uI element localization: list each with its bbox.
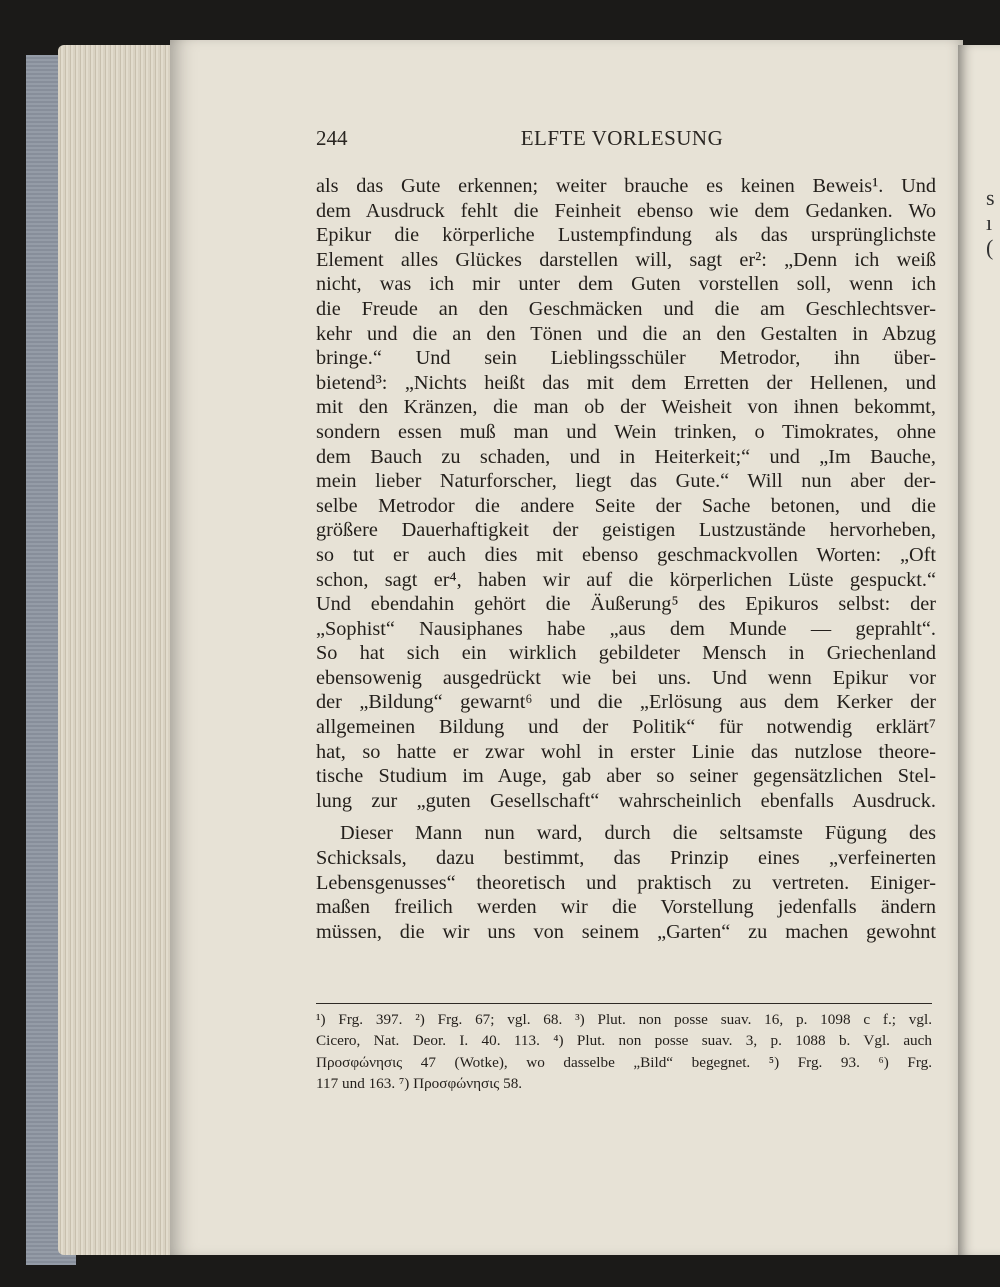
footnotes <box>316 1009 932 1095</box>
text-line: Schicksals, dazu bestimmt, das Prinzip eines „verfeinerten <box>316 847 936 870</box>
text-line: die Freude an den Geschmäcken und die am Geschlechtsver- <box>316 297 936 320</box>
text-line: ebensowenig ausgedrückt wie bei uns. Und wenn Epikur vor <box>316 666 936 689</box>
text-line: größere Dauerhaftigkeit der geistigen Lustzustände hervorheben, <box>316 519 936 542</box>
text-line: allgemeinen Bildung und der Politik“ für notwendig erklärt⁷ <box>316 716 936 739</box>
body-text <box>316 174 936 944</box>
footnote-line: Προσφώνησις 47 (Wotke), wo dasselbe „Bild“ begegnet. ⁵) Frg. 93. ⁶) Frg. <box>316 1053 932 1071</box>
text-line: der „Bildung“ gewarnt⁶ und die „Erlösung aus dem Kerker der <box>316 691 936 714</box>
footnote-line: ¹) Frg. 397. ²) Frg. 67; vgl. 68. ³) Plut. non posse suav. 16, p. 1098 c f.; vgl. <box>316 1011 932 1028</box>
text-line: So hat sich ein wirklich gebildeter Mensch in Griechenland <box>316 642 936 665</box>
footnote-line: Cicero, Nat. Deor. I. 40. 113. ⁴) Plut. non posse suav. 3, p. 1088 b. Vgl. auch <box>316 1032 932 1050</box>
text-line: kehr und die an den Tönen und die an den Gestalten in Abzug <box>316 322 936 345</box>
text-line: hat, so hatte er zwar wohl in erster Linie das nutzlose theore- <box>316 740 936 763</box>
paragraph-2 <box>316 821 936 944</box>
text-line: lung zur „guten Gesellschaft“ wahrscheinlich ebenfalls Ausdruck. <box>316 789 936 812</box>
text-line: Lebensgenusses“ theoretisch und praktisch zu vertreten. Einiger- <box>316 871 936 894</box>
text-line: bietend³: „Nichts heißt das mit dem Erretten der Hellenen, und <box>316 371 936 394</box>
text-line: so tut er auch dies mit ebenso geschmackvollen Worten: „Oft <box>316 543 936 566</box>
footnote-rule <box>316 1003 932 1004</box>
text-line: nicht, was ich mir unter dem Guten vorstellen soll, wenn ich <box>316 273 936 296</box>
running-header <box>316 126 928 156</box>
page-number: 244 <box>316 126 348 150</box>
text-line: Epikur die körperliche Lustempfindung als das ursprünglichste <box>316 224 936 247</box>
edge-char: ( <box>986 235 994 260</box>
text-line: mit den Kränzen, die man ob der Weisheit von ihnen bekommt, <box>316 396 936 419</box>
text-line: maßen freilich werden wir die Vorstellung jedenfalls ändern <box>316 896 936 919</box>
running-title: ELFTE VORLESUNG <box>520 126 724 150</box>
text-line: mein lieber Naturforscher, liegt das Gute.“ Will nun aber der- <box>316 470 936 493</box>
text-line: bringe.“ Und sein Lieblingsschüler Metrodor, ihn über- <box>316 347 936 370</box>
text-line: „Sophist“ Nausiphanes habe „aus dem Munde — geprahlt“. <box>316 617 936 640</box>
text-line: als das Gute erkennen; weiter brauche es keinen Beweis¹. Und <box>316 175 936 197</box>
page-stack <box>58 45 188 1255</box>
edge-char: ı <box>986 210 993 235</box>
text-line: müssen, die wir uns von seinem „Garten“ zu machen gewohnt <box>316 920 936 943</box>
text-line: Und ebendahin gehört die Äußerung⁵ des Epikuros selbst: der <box>316 593 936 616</box>
text-line: dem Ausdruck fehlt die Feinheit ebenso wie dem Gedanken. Wo <box>316 199 936 222</box>
next-page-edge <box>958 45 1000 1255</box>
text-line: dem Bauch zu schaden, und in Heiterkeit;“ und „Im Bauche, <box>316 445 936 468</box>
text-line: Element alles Glückes darstellen will, sagt er²: „Denn ich weiß <box>316 248 936 271</box>
text-line: tische Studium im Auge, gab aber so seiner gegensätzlichen Stel- <box>316 765 936 788</box>
text-line: selbe Metrodor die andere Seite der Sache betonen, und die <box>316 494 936 517</box>
footnote-line: 117 und 163. ⁷) Προσφώνησις 58. <box>316 1075 523 1093</box>
text-line: Dieser Mann nun ward, durch die seltsamste Fügung des <box>340 822 936 845</box>
text-line: schon, sagt er⁴, haben wir auf die körperlichen Lüste gespuckt.“ <box>316 568 936 591</box>
edge-char: s <box>986 185 995 210</box>
text-line: sondern essen muß man und Wein trinken, o Timokrates, ohne <box>316 420 936 443</box>
